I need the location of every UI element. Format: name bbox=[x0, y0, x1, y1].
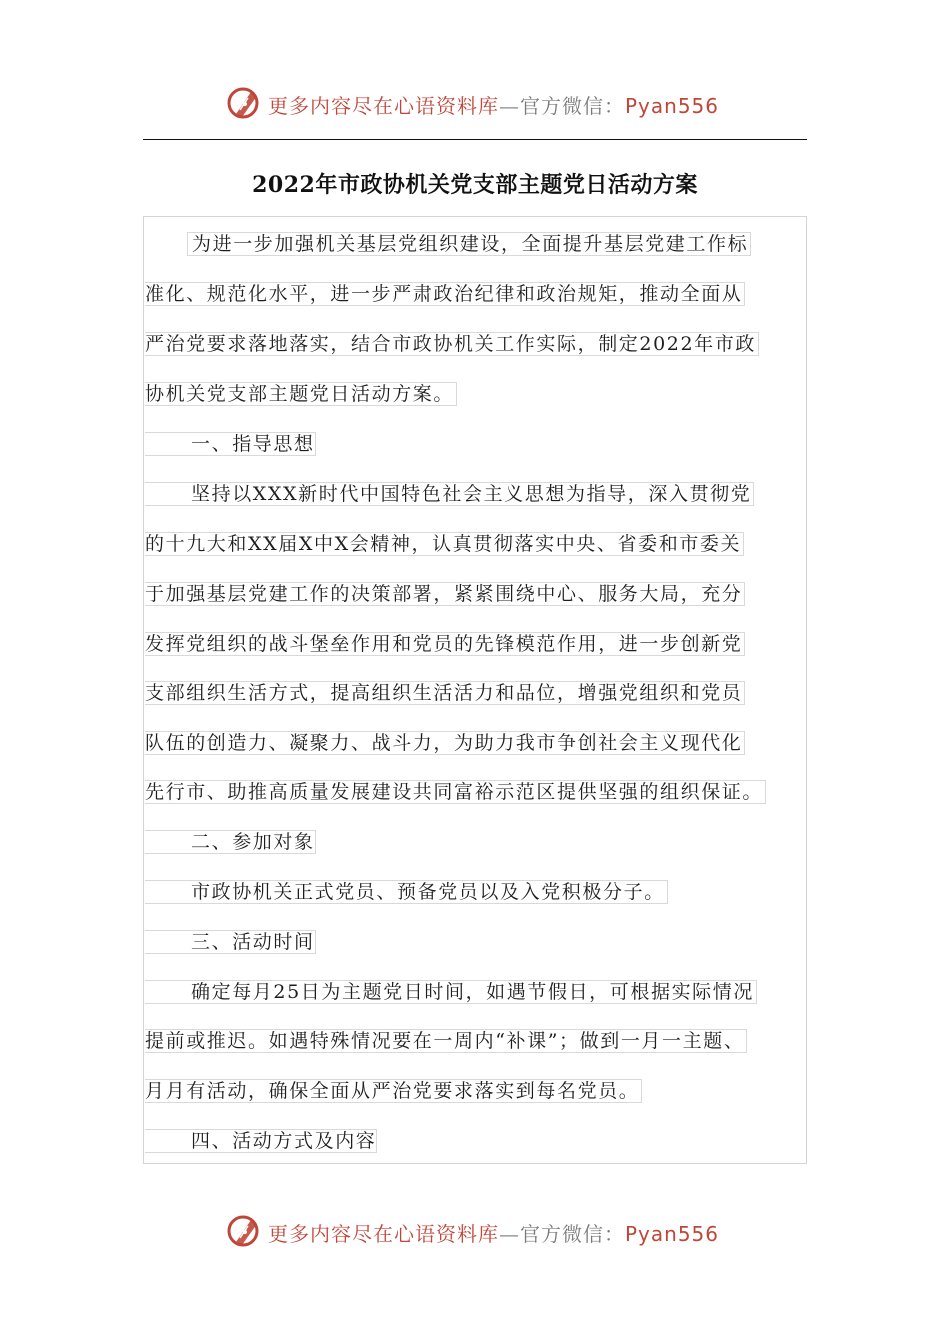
banner-site-text: 更多内容尽在心语资料库 bbox=[268, 1222, 499, 1246]
paragraph-text: 确定每月25日为主题党日时间，如遇节假日，可根据实际情况 bbox=[191, 981, 754, 1003]
banner-site-text: 更多内容尽在心语资料库 bbox=[268, 94, 499, 118]
section-heading-3 bbox=[145, 930, 316, 954]
section-heading-text: 二、参加对象 bbox=[191, 831, 315, 853]
banner-wechat-label: 官方微信： bbox=[520, 94, 625, 118]
section-heading-4 bbox=[145, 1129, 377, 1153]
page-title: 2022年市政协机关党支部主题党日活动方案 bbox=[252, 172, 698, 198]
pen-nib-circle-icon bbox=[226, 1212, 264, 1250]
paragraph-line: 提前或推迟。如遇特殊情况要在一周内“补课”；做到一月一主题、 bbox=[145, 1029, 747, 1053]
paragraph-line: 的十九大和XX届X中X会精神，认真贯彻落实中央、省委和市委关 bbox=[145, 532, 744, 556]
banner-dash: — bbox=[499, 1222, 520, 1246]
paragraph-line: 严治党要求落地落实，结合市政协机关工作实际，制定2022年市政 bbox=[145, 332, 759, 356]
banner-wechat-label: 官方微信： bbox=[520, 1222, 625, 1246]
paragraph-line: 准化、规范化水平，进一步严肃政治纪律和政治规矩，推动全面从 bbox=[145, 282, 745, 306]
banner-text bbox=[268, 1218, 719, 1247]
section-heading-text: 四、活动方式及内容 bbox=[191, 1130, 377, 1152]
section-heading-1 bbox=[145, 432, 316, 456]
paragraph-line: 队伍的创造力、凝聚力、战斗力，为助力我市争创社会主义现代化 bbox=[145, 731, 745, 755]
paragraph-text: 市政协机关正式党员、预备党员以及入党积极分子。 bbox=[191, 881, 665, 903]
paragraph-line bbox=[145, 980, 757, 1004]
header-divider bbox=[143, 139, 807, 140]
paragraph-line bbox=[145, 880, 668, 904]
header-banner bbox=[0, 82, 950, 126]
paragraph-line bbox=[145, 482, 754, 506]
paragraph-line: 先行市、助推高质量发展建设共同富裕示范区提供坚强的组织保证。 bbox=[145, 780, 766, 804]
paragraph-line: 月月有活动，确保全面从严治党要求落实到每名党员。 bbox=[145, 1079, 642, 1103]
paragraph-line: 为进一步加强机关基层党组织建设，全面提升基层党建工作标 bbox=[187, 232, 751, 256]
paragraph-text: 坚持以XXX新时代中国特色社会主义思想为指导，深入贯彻党 bbox=[191, 483, 752, 505]
paragraph-line: 发挥党组织的战斗堡垒作用和党员的先锋模范作用，进一步创新党 bbox=[145, 632, 745, 656]
section-heading-text: 三、活动时间 bbox=[191, 931, 315, 953]
paragraph-line: 支部组织生活方式，提高组织生活活力和品位，增强党组织和党员 bbox=[145, 681, 745, 705]
section-heading-2 bbox=[145, 830, 316, 854]
banner-dash: — bbox=[499, 94, 520, 118]
banner-wechat-id: Pyan556 bbox=[625, 1222, 720, 1246]
paragraph-line: 于加强基层党建工作的决策部署，紧紧围绕中心、服务大局，充分 bbox=[145, 582, 745, 606]
banner-wechat-id: Pyan556 bbox=[625, 94, 720, 118]
footer-banner bbox=[0, 1210, 950, 1254]
section-heading-text: 一、指导思想 bbox=[191, 433, 315, 455]
pen-nib-circle-icon bbox=[226, 84, 264, 122]
banner-text bbox=[268, 90, 719, 119]
paragraph-line: 协机关党支部主题党日活动方案。 bbox=[145, 382, 457, 406]
